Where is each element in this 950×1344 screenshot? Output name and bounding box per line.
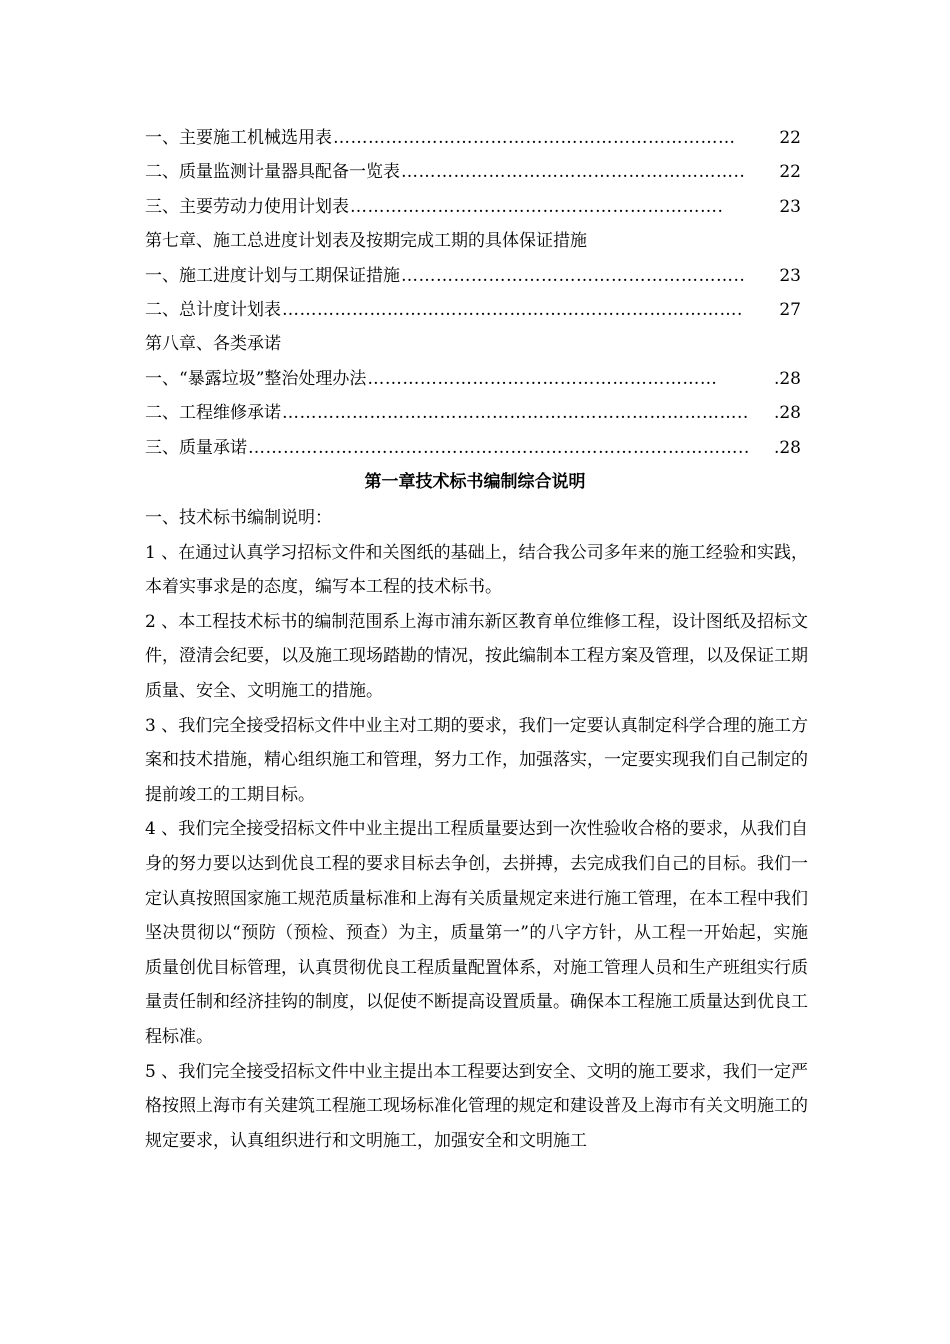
- toc-entry: [145, 293, 801, 327]
- toc-leader-dots: ……………………………………………………………………..: [282, 403, 749, 424]
- chapter-title: 第一章技术标书编制综合说明: [364, 472, 586, 492]
- toc-entry-title: 一、主要施工机械选用表: [145, 128, 332, 148]
- toc-chapter-heading: 第七章、施工总进度计划表及按期完成工期的具体保证措施: [145, 231, 587, 252]
- toc-leader-dots: …………………………………………………..: [401, 162, 746, 183]
- toc-page-number: 22: [779, 128, 801, 148]
- toc-page-number: .28: [773, 368, 801, 389]
- toc-page-number: .28: [773, 437, 801, 458]
- toc-entry: [145, 396, 801, 430]
- section-heading: 一、技术标书编制说明：: [145, 508, 332, 528]
- toc-entry: [145, 155, 801, 189]
- paragraph: 2 、本工程技术标书的编制范围系上海市浦东新区教育单位维修工程，设计图纸及招标文件，澄清会纪要，以及施工现场踏勘的情况，按此编制本工程方案及管理，以及保证工期质量、安全、文明施工的措施。: [145, 611, 808, 701]
- toc-page-number: 23: [779, 196, 801, 217]
- toc-entry: [145, 190, 801, 224]
- toc-entry: [145, 362, 801, 396]
- toc-entry-title: 一、施工进度计划与工期保证措施: [145, 265, 400, 286]
- toc-leader-dots: …………………………………………………..: [401, 265, 746, 286]
- toc-entry: [145, 121, 801, 155]
- toc-entry-title: 三、主要劳动力使用计划表: [145, 196, 349, 217]
- toc-page-number: .28: [773, 403, 801, 424]
- toc-leader-dots: …………………………………………………………………………..: [248, 437, 750, 458]
- paragraph: 4 、我们完全接受招标文件中业主提出工程质量要达到一次性验收合格的要求，从我们自身的努力要以达到优良工程的要求目标去争创，去拼搏，去完成我们自己的目标。我们一定认真按照国家施工规范质量标准和上海有关质量规定来进行施工管理，在本工程中我们坚决贯彻以“预防（预检、预查）为主，质量第一”的八字方针，从工程一开始起，实施质量创优目标管理，认真贯彻优良工程质量配置体系，对施工管理人员和生产班组实行质量责任制和经济挂钩的制度，以促使不断提高设置质量。确保本工程施工质量达到优良工程标准。: [145, 819, 808, 1047]
- toc-leader-dots: ……………………………………………………….: [350, 196, 724, 217]
- table-of-contents: [145, 121, 801, 465]
- toc-chapter-heading: 第八章、各类承诺: [145, 334, 281, 355]
- toc-entry: [145, 431, 801, 465]
- toc-entry-title: 二、总计度计划表: [145, 299, 281, 320]
- toc-leader-dots: …………………………………………………………………….: [282, 299, 743, 320]
- paragraph: 5 、我们完全接受招标文件中业主提出本工程要达到安全、文明的施工要求，我们一定严格按照上海市有关建筑工程施工现场标准化管理的规定和建设普及上海市有关文明施工的规定要求，认真组织进行和文明施工，加强安全和文明施工: [145, 1061, 808, 1151]
- toc-page-number: 23: [779, 265, 801, 286]
- toc-entry-title: 二、质量监测计量器具配备一览表: [145, 162, 400, 183]
- toc-entry: [145, 259, 801, 293]
- toc-entry-title: 三、质量承诺: [145, 437, 247, 458]
- body-text: [145, 501, 808, 1158]
- toc-leader-dots: ……………………………………………………: [367, 368, 718, 389]
- paragraph: 1 、在通过认真学习招标文件和关图纸的基础上，结合我公司多年来的施工经验和实践，本着实事求是的态度，编写本工程的技术标书。: [145, 542, 808, 598]
- paragraph: 3 、我们完全接受招标文件中业主对工期的要求，我们一定要认真制定科学合理的施工方案和技术措施，精心组织施工和管理，努力工作，加强落实，一定要实现我们自己制定的提前竣工的工期目标。: [145, 715, 808, 805]
- toc-entry-title: 一、“暴露垃圾”整治处理办法: [145, 368, 367, 389]
- toc-entry-title: 二、工程维修承诺: [145, 403, 281, 424]
- toc-leader-dots: ……………………………………………………………: [333, 128, 736, 148]
- toc-page-number: 27: [779, 299, 801, 320]
- toc-page-number: 22: [779, 162, 801, 183]
